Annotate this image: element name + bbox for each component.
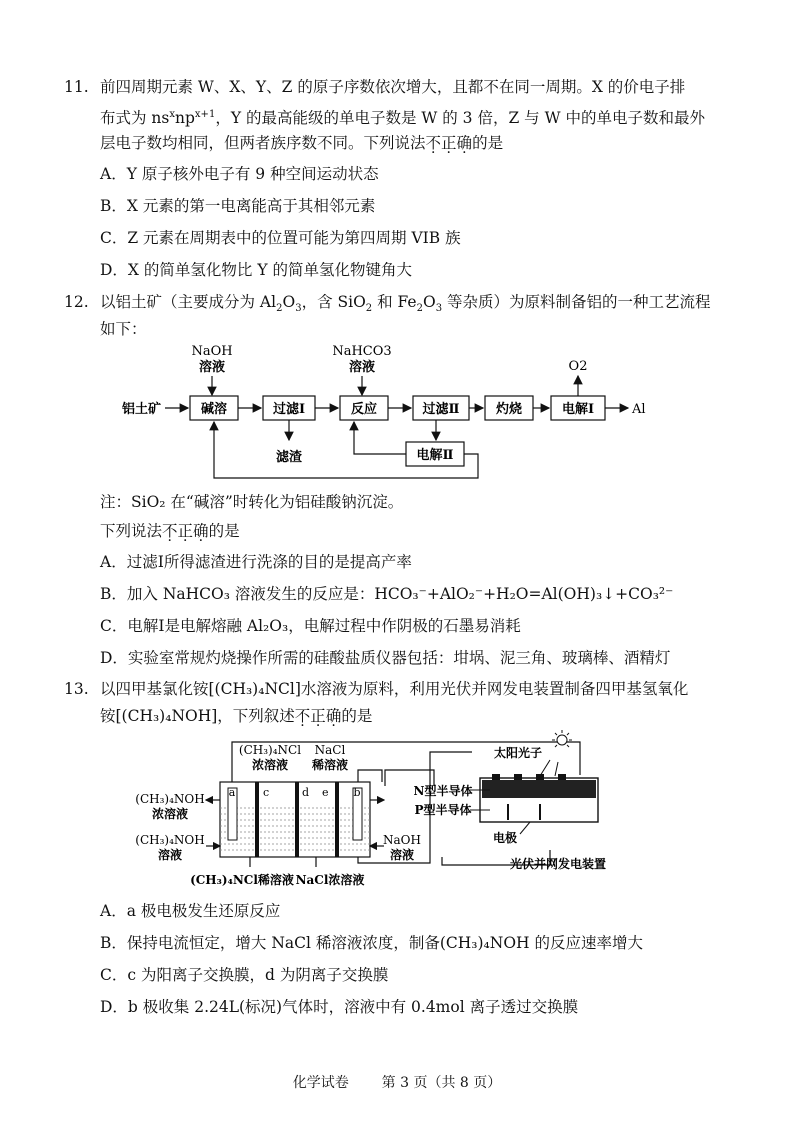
q11-option-b: B．X 元素的第一电离能高于其相邻元素 xyxy=(100,197,376,215)
q11-number: 11. xyxy=(64,78,89,96)
q13-option-b: B．保持电流恒定，增大 NaCl 稀溶液浓度，制备(CH₃)₄NOH 的反应速率增大 xyxy=(100,934,643,952)
svg-text:浓溶液: 浓溶液 xyxy=(251,758,289,772)
svg-text:电解Ⅰ: 电解Ⅰ xyxy=(561,402,595,417)
svg-text:碱溶: 碱溶 xyxy=(200,402,228,417)
nahco3-solution-label: 溶液 xyxy=(348,360,376,375)
svg-text:光伏并网发电装置: 光伏并网发电装置 xyxy=(509,857,607,871)
svg-text:(CH₃)₄NCl稀溶液: (CH₃)₄NCl稀溶液 xyxy=(190,873,294,887)
svg-text:灼烧: 灼烧 xyxy=(495,402,523,417)
q11-line1: 11. 前四周期元素 W、X、Y、Z 的原子序数依次增大，且都不在同一周期。X 的价电子排 xyxy=(64,78,686,96)
svg-text:NaOH: NaOH xyxy=(383,833,421,847)
q12-option-d: D．实验室常规灼烧操作所需的硅酸盐质仪器包括：坩埚、泥三角、玻璃棒、酒精灯 xyxy=(100,649,671,667)
q11-line3: 层电子数均相同，但两者族序数不同。下列说法不正确的是 xyxy=(100,134,504,152)
q13-option-d: D．b 极收集 2.24L(标况)气体时，溶液中有 0.4mol 离子透过交换膜 xyxy=(100,998,579,1016)
svg-text:溶液: 溶液 xyxy=(157,848,183,862)
svg-text:e: e xyxy=(322,786,329,799)
membrane-e xyxy=(335,782,339,857)
svg-text:溶液: 溶液 xyxy=(389,848,415,862)
svg-text:电解Ⅱ: 电解Ⅱ xyxy=(416,448,454,463)
page-footer xyxy=(0,1072,794,1092)
svg-text:(CH₃)₄NOH: (CH₃)₄NOH xyxy=(135,792,205,806)
q11-option-d: D．X 的简单氢化物比 Y 的简单氢化物键角大 xyxy=(100,261,412,279)
bauxite-label: 铝土矿 xyxy=(122,402,162,417)
emphasis-mark: 不 xyxy=(425,134,442,152)
svg-text:(CH₃)₄NOH: (CH₃)₄NOH xyxy=(135,833,205,847)
q13-option-a: A．a 极电极发生还原反应 xyxy=(100,902,281,920)
q12-line1: 12. 以铝土矿（主要成分为 $Al_2O_3$，含 SiO$_2$ 和 $Fe_2O_3$ 等杂质）为原料制备铝的一种工艺流程 xyxy=(64,293,711,315)
q13-line2: 铵[(CH₃)₄NOH]，下列叙述不正确的是 xyxy=(100,707,373,725)
aluminum-product-label: Al xyxy=(632,402,646,417)
q11-option-c: C．Z 元素在周期表中的位置可能为第四周期 VIB 族 xyxy=(100,229,461,247)
svg-text:P型半导体: P型半导体 xyxy=(414,803,472,817)
svg-text:电极: 电极 xyxy=(492,831,518,845)
svg-text:N型半导体: N型半导体 xyxy=(413,784,473,798)
naoh-solution-label: 溶液 xyxy=(198,360,226,375)
q13-option-c: C．c 为阳离子交换膜，d 为阴离子交换膜 xyxy=(100,966,389,984)
svg-text:反应: 反应 xyxy=(350,402,378,417)
svg-text:过滤Ⅱ: 过滤Ⅱ xyxy=(422,402,460,417)
residue-label: 滤渣 xyxy=(275,450,303,465)
svg-text:b: b xyxy=(353,786,361,799)
footer-page-number: 第 3 页（共 8 页） xyxy=(381,1075,502,1091)
svg-text:d: d xyxy=(302,786,310,799)
q11-option-a: A．Y 原子核外电子有 9 种空间运动状态 xyxy=(100,165,379,183)
membrane-c xyxy=(255,782,259,857)
nahco3-label: NaHCO3 xyxy=(332,344,392,359)
q11-line2: 布式为 $ns^xnp^{x+1}$，Y 的最高能级的单电子数是 W 的 3 倍，Z 与 W 中的单电子数和最外 xyxy=(100,109,705,128)
q12-option-a: A．过滤Ⅰ所得滤渣进行洗涤的目的是提高产率 xyxy=(100,553,412,571)
q12-option-c: C．电解Ⅰ是电解熔融 Al₂O₃，电解过程中作阴极的石墨易消耗 xyxy=(100,617,521,635)
svg-text:NaCl浓溶液: NaCl浓溶液 xyxy=(295,873,365,887)
q12-line2: 如下： xyxy=(100,320,147,338)
q12-option-b: B．加入 NaHCO₃ 溶液发生的反应是：HCO₃⁻+AlO₂⁻+H₂O=Al(OH)₃↓+CO₃²⁻ xyxy=(100,585,674,603)
svg-text:过滤Ⅰ: 过滤Ⅰ xyxy=(272,402,306,417)
sun-icon xyxy=(552,730,572,747)
q12-ask: 下列说法不正确的是 xyxy=(100,522,240,540)
svg-text:太阳光子: 太阳光子 xyxy=(493,746,543,760)
o2-label: O2 xyxy=(568,359,588,374)
footer-subject: 化学试卷 xyxy=(292,1075,349,1091)
membrane-d xyxy=(295,782,299,857)
svg-text:稀溶液: 稀溶液 xyxy=(311,758,349,772)
svg-text:a: a xyxy=(228,786,236,799)
svg-text:c: c xyxy=(263,786,270,799)
electrolysis-diagram xyxy=(130,730,670,892)
svg-text:NaCl: NaCl xyxy=(314,743,346,757)
svg-text:浓溶液: 浓溶液 xyxy=(151,807,189,821)
q13-line1: 13. 以四甲基氯化铵[(CH₃)₄NCl]水溶液为原料，利用光伏并网发电装置制备四甲基氢氧化 xyxy=(64,680,689,698)
svg-text:(CH₃)₄NCl: (CH₃)₄NCl xyxy=(238,743,302,757)
process-flowchart xyxy=(100,340,700,485)
q12-note: 注：SiO₂ 在“碱溶”时转化为铝硅酸钠沉淀。 xyxy=(100,493,404,511)
naoh-label: NaOH xyxy=(191,344,233,359)
